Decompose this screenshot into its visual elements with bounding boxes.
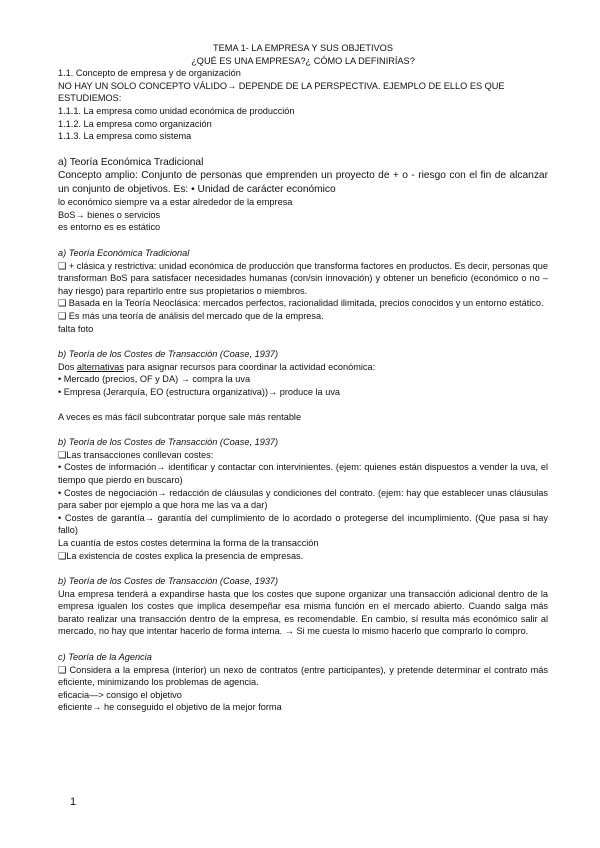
underlined-word: alternativas: [76, 361, 124, 372]
section-item: 1.1.3. La empresa como sistema: [58, 131, 192, 142]
block-a1-line: lo económico siempre va a estar alrededor de la empresa: [58, 197, 293, 208]
block-c-line: eficacia—> consigo el objetivo: [58, 689, 182, 700]
block-a1-paragraph: Concepto amplio: Conjunto de personas que emprenden un proyecto de + o - riesgo con el fin de alcanzar un conjunto de objetivos. Es: • Unidad de carácter económico: [58, 170, 548, 195]
block-b2-heading: b) Teoría de los Costes de Transacción (Coase, 1937): [58, 437, 279, 448]
block-a1-line: BoS→ bienes o servicios: [58, 209, 161, 220]
block-b1-item: • Mercado (precios, OF y DA) → compra la uva: [58, 374, 251, 385]
block-b2-lead: ❑Las transacciones conllevan costes:: [58, 449, 214, 460]
section-heading: 1.1. Concepto de empresa y de organización: [58, 68, 241, 79]
block-b3-paragraph: Una empresa tenderá a expandirse hasta que los costes que supone organizar una transacción adicional dentro de la empresa igualen los costes que implica desempeñar esa misma función en el mercado abierto. Cuando salga más barato realizar una transacción dentro de la empresa, es recomendable. En cambio, sí resulta más económico salir al mercado, no hay que intentar hacerlo de forma interna. → Si me cuesta lo mismo hacerlo que comprarlo lo compro.: [58, 588, 548, 637]
block-b1-heading: b) Teoría de los Costes de Transacción (Coase, 1937): [58, 349, 279, 360]
block-b1-note: A veces es más fácil subcontratar porque sale más rentable: [58, 411, 302, 422]
block-c-paragraph: ❑ Considera a la empresa (interior) un nexo de contratos (entre participantes), y pretende determinar el contrato más eficiente, minimizando los problemas de agencia.: [58, 664, 548, 688]
block-a1-line: es entorno es es estático: [58, 222, 161, 233]
page-number: 1: [70, 796, 77, 808]
section-item: 1.1.2. La empresa como organización: [58, 118, 212, 129]
intro-text: para asignar recursos para coordinar la actividad económica:: [123, 361, 376, 372]
intro-text: Dos: [58, 361, 77, 372]
page-content: [58, 42, 548, 714]
block-b2-line: ❑La existencia de costes explica la presencia de empresas.: [58, 550, 304, 561]
block-b2-item: • Costes de negociación→ redacción de cláusulas y condiciones del contrato. (ejem: hay que establecer unas cláusulas para saber por ejemplo a que hora me las va a dar): [58, 487, 548, 511]
document-title: TEMA 1- LA EMPRESA Y SUS OBJETIVOS: [213, 43, 393, 53]
section-statement: NO HAY UN SOLO CONCEPTO VÁLIDO→ DEPENDE DE LA PERSPECTIVA. EJEMPLO DE ELLO ES QUE ESTUDIEMOS:: [58, 80, 505, 104]
block-a1-heading: a) Teoría Económica Tradicional: [58, 156, 204, 168]
block-b2-item: • Costes de información→ identificar y contactar con intervinientes. (ejem: quienes están dispuestos a vender la uva, el tiempo que pierdo en buscaro): [58, 462, 548, 485]
block-c-line: eficiente→ he conseguido el objetivo de la mejor forma: [58, 702, 282, 713]
section-item: 1.1.1. La empresa como unidad económica de producción: [58, 105, 295, 116]
block-a2-bullet: ❑ Es más una teoría de análisis del mercado que de la empresa.: [58, 311, 324, 321]
block-b1-item: • Empresa (Jerarquía, EO (estructura organizativa))→ produce la uva: [58, 386, 341, 397]
block-b1-intro: [58, 361, 548, 374]
block-a2-bullet: ❑ + clásica y restrictiva: unidad económica de producción que transforma factores en productos. Es decir, personas que transforman BoS para satisfacer necesidades humanas (con/sin innovación) y obtener un beneficio (económico o no –hay riesgo) para repartirlo entre sus propietarios o miembros.: [58, 260, 548, 296]
block-a2-bullet: ❑ Basada en la Teoría Neoclásica: mercados perfectos, racionalidad ilimitada, precios conocidos y un entorno estático.: [58, 298, 544, 309]
block-a2-note: falta foto: [58, 323, 94, 334]
block-b2-item: • Costes de garantía→ garantía del cumplimiento de lo acordado o protegerse del incumplimiento. (Que pasa si hay fallo): [58, 512, 548, 536]
block-c-heading: c) Teoría de la Agencia: [58, 652, 152, 663]
block-b3-heading: b) Teoría de los Costes de Transacción (Coase, 1937): [58, 576, 279, 587]
block-a2-heading: a) Teoría Económica Tradicional: [58, 248, 190, 259]
document-subtitle: ¿QUÉ ES UNA EMPRESA?¿ CÓMO LA DEFINIRÍAS?: [191, 55, 415, 66]
block-b2-line: La cuantía de estos costes determina la forma de la transacción: [58, 537, 319, 548]
